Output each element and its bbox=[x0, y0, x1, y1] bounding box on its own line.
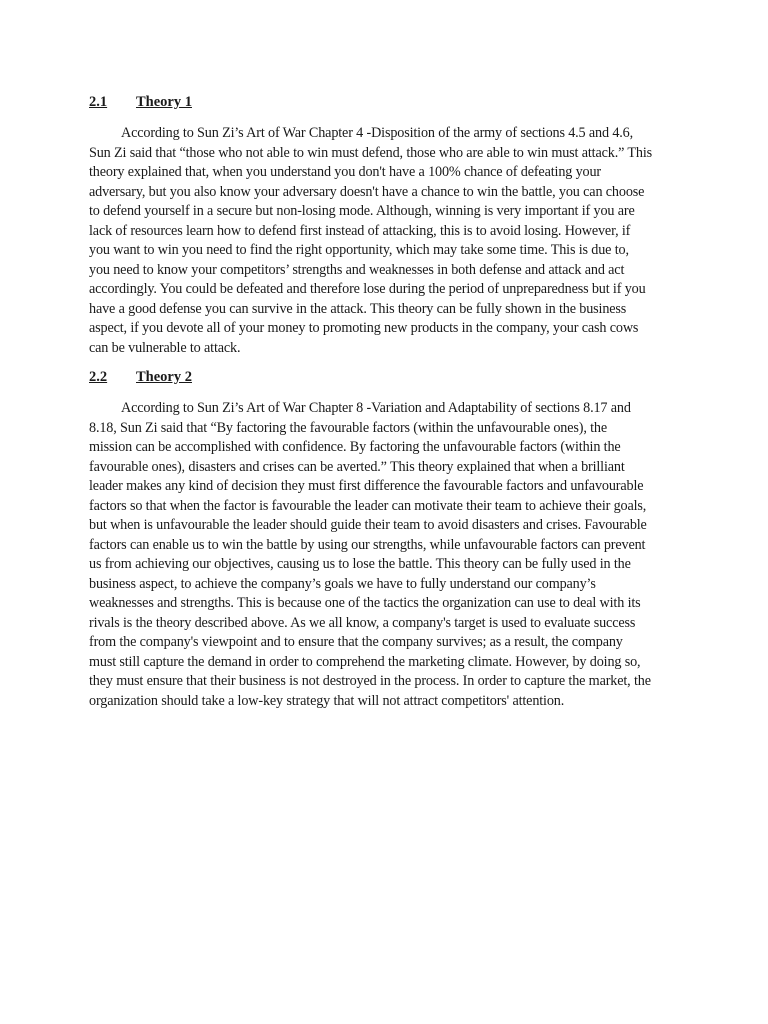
section-heading bbox=[89, 367, 653, 387]
section-theory-2 bbox=[89, 367, 653, 711]
section-heading bbox=[89, 92, 653, 112]
section-paragraph: According to Sun Zi’s Art of War Chapter 4 -Disposition of the army of sections 4.5 and 4.6, Sun Zi said that “those who not able to win must defend, those who are able to win must attack.” This theory explained that, when you understand you don't have a 100% chance of defeating your adversary, but you also know your adversary doesn't have a chance to win the battle, you can choose to defend yourself in a secure but non-losing mode. Although, winning is very important if you are lack of resources learn how to defend first instead of attacking, this is to avoid losing. However, if you want to win you need to find the right opportunity, which may take some time. This is due to, you need to know your competitors’ strengths and weaknesses in both defense and attack and act accordingly. You could be defeated and therefore lose during the period of unpreparedness but if you have a good defense you can survive in the attack. This theory can be fully shown in the business aspect, if you devote all of your money to promoting new products in the company, your cash cows can be vulnerable to attack. bbox=[89, 125, 653, 356]
section-paragraph: According to Sun Zi’s Art of War Chapter 8 -Variation and Adaptability of sections 8.17 and 8.18, Sun Zi said that “By factoring the favourable factors (within the unfavourable ones), the mission can be accomplished with confidence. By factoring the unfavourable factors (within the favourable ones), disasters and crises can be averted.” This theory explained that when a brilliant leader makes any kind of decision they must first difference the favourable factors and unfavourable factors so that when the factor is favourable the leader can motivate their team to achieve their goals, but when is unfavourable the leader should guide their team to avoid disasters and crises. Favourable factors can enable us to win the battle by using our strengths, while unfavourable factors can prevent us from achieving our objectives, causing us to lose the battle. This theory can be fully used in the business aspect, to achieve the company’s goals we have to fully understand our company’s weaknesses and strengths. This is because one of the tactics the organization can use to deal with its rivals is the theory described above. As we all know, a company's target is used to evaluate success from the company's viewpoint and to ensure that the company survives; as a result, the company must still capture the demand in order to comprehend the marketing climate. However, by doing so, they must ensure that their business is not destroyed in the process. In order to capture the market, the organization should take a low-key strategy that will not attract competitors' attention. bbox=[89, 400, 651, 709]
section-number: 2.1 bbox=[89, 94, 108, 110]
document-body bbox=[89, 92, 653, 711]
section-theory-1 bbox=[89, 92, 653, 358]
section-number: 2.2 bbox=[89, 369, 108, 385]
section-title: Theory 1 bbox=[136, 94, 192, 110]
section-title: Theory 2 bbox=[136, 369, 192, 385]
